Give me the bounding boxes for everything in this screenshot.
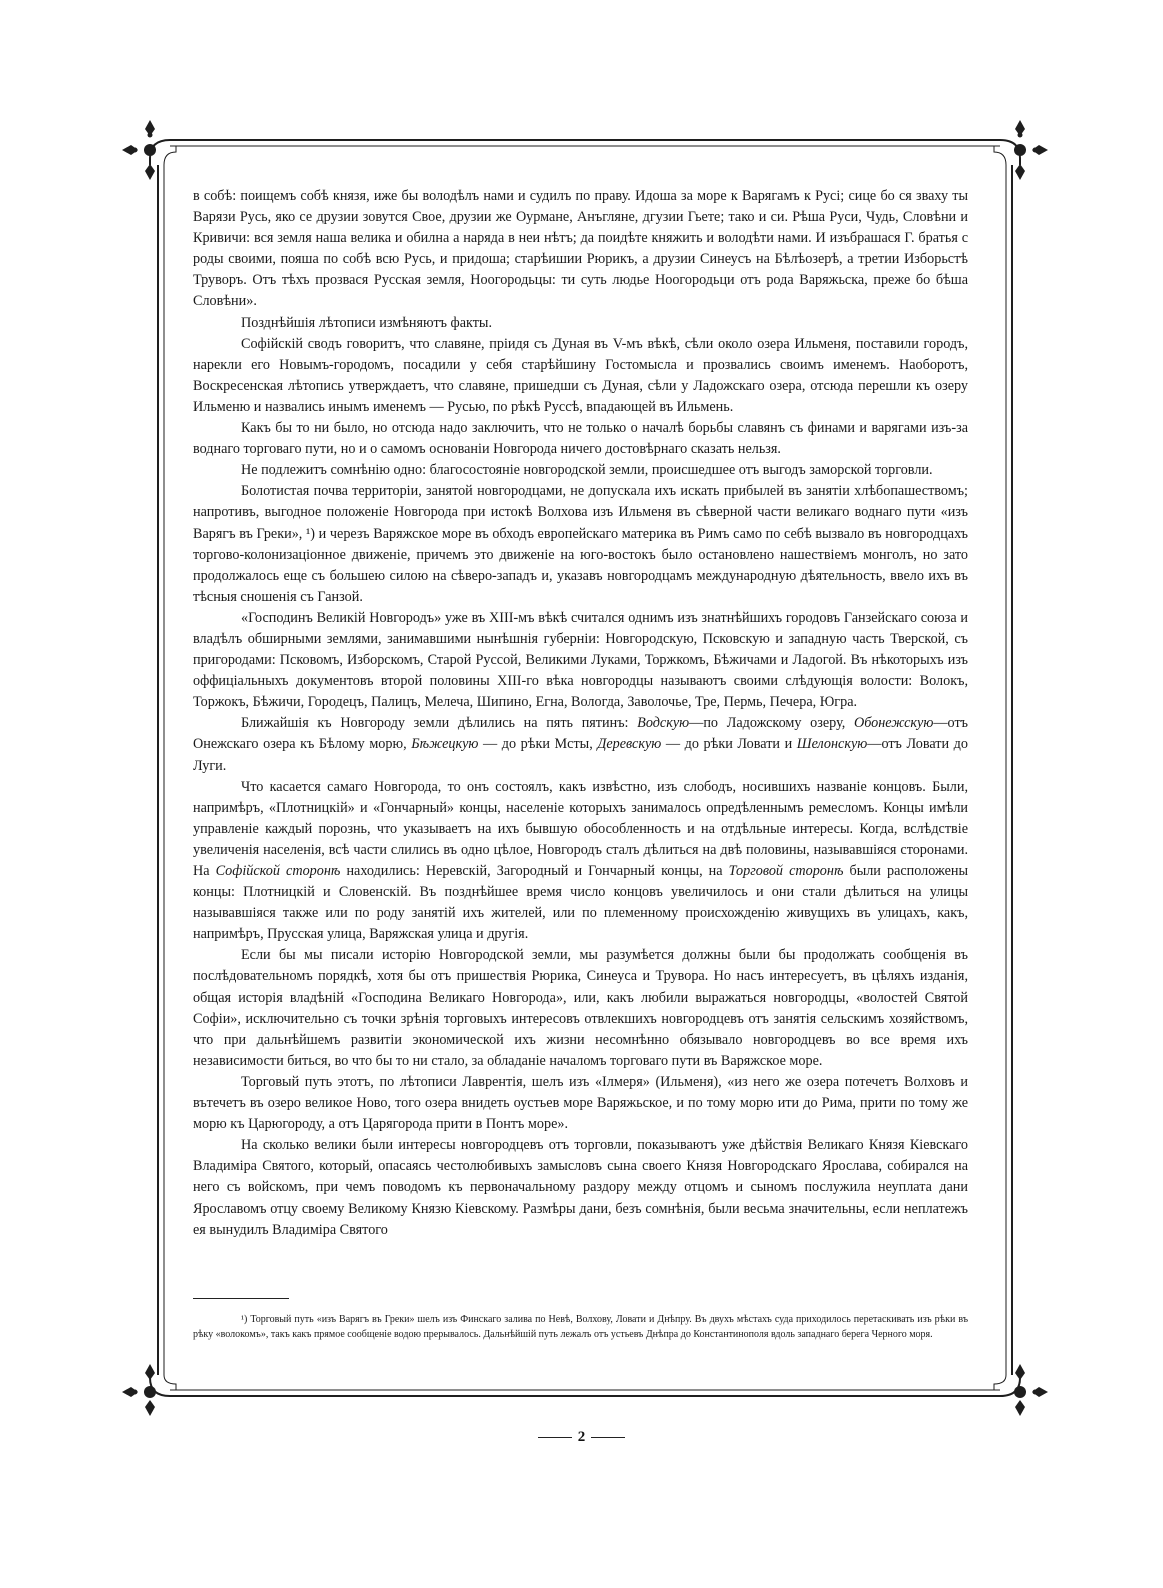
text-run: Что касается самаго Новгорода, то онъ состоялъ, какъ извѣстно, изъ слободъ, носившихъ названіе концовъ. Были, напримѣръ, «Плотницкій» и «Гончарный» концы, населеніе которыхъ занималось опредѣленнымъ ремесломъ. Концы имѣли управленіе каждый порознь, что указываетъ на ихъ бывшую обособленность и на отдѣльные интересы. Когда, вслѣдствіе увеличенія населенія, всѣ части слились въ одно цѣлое, Новгородъ сталъ дѣлиться на двѣ половины, называвшіяся сторонами. На [193,778,968,879]
footnote [193,1312,968,1342]
paragraph [193,418,968,460]
footnote-text: ¹) Торговый путь «изъ Варягъ въ Греки» шелъ изъ Финскаго залива по Невѣ, Волхову, Ловати и Днѣпру. Въ двухъ мѣстахъ суда приходилось перетаскивать изъ рѣки въ рѣку «волокомъ», такъ какъ прямое сообщеніе водою прерывалось. Дальнѣйшій путь лежалъ отъ устьевъ Днѣпра до Константинополя вдоль западнаго берега Черного моря. [193,1314,968,1340]
paragraph [193,460,968,481]
text-run: Позднѣйшія лѣтописи измѣняютъ факты. [241,314,493,331]
text-run: На сколько велики были интересы новгородцевъ отъ торговли, показываютъ уже дѣйствія Великаго Князя Кіевскаго Владиміра Святого, который, опасаясь честолюбивыхъ замысловъ сына своего Князя Новгородскаго Ярослава, собирался на него съ войскомъ, при чемъ поводомъ къ первоначальному раздору между отцомъ и сыномъ послужила неуплата дани Ярославомъ отцу своему Великому Князю Кіевскому. Размѣры дани, безъ сомнѣнія, были весьма значительны, если неплатежъ ея вынудилъ Владиміра Святого [193,1137,968,1238]
text-run: Софійскій сводъ говоритъ, что славяне, пріидя съ Дуная въ V-мъ вѣкѣ, сѣли около озера Ильменя, поставили городъ, нарекли его Новымъ-городомъ, посадили у себя старѣйшину Гостомысла и прозвались своимъ именемъ. Наоборотъ, Воскресенская лѣтопись утверждаетъ, что славяне, пришедши съ Дуная, сѣли у Ладожскаго озера, отсюда перешли къ озеру Ильменю и назвались инымъ именемъ — Русью, по рѣкѣ Руссѣ, впадающей въ Ильмень. [193,335,968,415]
paragraph [193,608,968,713]
paragraph [193,1135,968,1240]
text-run: — до рѣки Мсты, [478,736,598,753]
italic-term: Деревскую [597,736,662,753]
text-run: Болотистая почва территоріи, занятой новгородцами, не допускала ихъ искать прибылей въ занятіи хлѣбопашествомъ; напротивъ, выгодное положеніе Новгорода при истокѣ Волхова изъ Ильменя въ сѣверной части великаго воднаго пути «изъ Варягъ въ Греки», ¹) и черезъ Варяжское море въ обходъ европейскаго материка въ Римъ само по себѣ вызвало въ новгородцахъ торгово-колонизаціонное движеніе, причемъ это движеніе на юго-востокъ было остановлено нашествіемъ монголъ, но зато продолжалось еще съ большею силою на сѣверо-западъ и, указавъ новгородцамъ международную дѣятельность, ввело ихъ въ тѣсныя сношенія съ Ганзой. [193,483,968,605]
corner-ornament-top-left [122,120,156,180]
paragraph [193,186,968,313]
paragraph [193,334,968,418]
text-run: Торговый путь этотъ, по лѣтописи Лаврентія, шелъ изъ «Ілмеря» (Ильменя), «из него же озера потечетъ Волховъ и вътечетъ въ озеро великое Ново, того озера внидеть оустьев море Варяжьское, и по тому морю ити до Рима, прити по тому же морю къ Царюгороду, а отъ Царягорода прити в Понтъ море». [193,1073,968,1133]
italic-term: Обонежскую [853,715,934,732]
corner-ornament-bottom-left [122,1364,156,1416]
text-run: находились: Неревскій, Загородный и Гончарный концы, на [340,863,729,879]
text-run: — до рѣки Ловати и [661,736,797,753]
corner-ornament-top-right [1014,120,1048,180]
text-run: были расположены концы: Плотницкій и Словенскій. Въ позднѣйшее время число концовъ увеличилось и они стали дѣлиться на улицы называвшіяся также или по роду занятій ихъ жителей, или по племенному происхожденію живущихъ въ улицахъ, какъ, напримѣръ, Прусская улица, Варяжская улица и другія. [193,863,969,943]
page-number [0,1429,1163,1446]
text-run: —по Ладожскому озеру, [689,715,854,732]
text-run: —отъ Онежскаго озера къ Бѣлому морю, [193,715,968,753]
page-number-dash-left [538,1437,572,1438]
italic-term: Водскую [637,715,690,732]
page-number-dash-right [591,1437,625,1438]
text-run: в собѣ: поищемъ собѣ князя, иже бы володѣлъ нами и судилъ по праву. Идоша за море к Варягамъ к Русі; сице бо ся зваху ты Варязи Русь, яко се друзии зовутся Свое, друзии же Оурмане, Анъгляне, дгузии Гьете; тако и си. Рѣша Руси, Чудь, Словѣни и Кривичи: вся земля наша велика и обилна а наряда в неи нѣтъ; да поидѣте княжить и володѣти нами. И изъбрашася Г. братья с роды своими, пояша по собѣ всю Русь, и придоша; старѣишии Рюрикъ, а друзии Синеусъ на Бѣлѣозерѣ, а третии Изборьстѣ Труворъ. Отъ тѣхъ прозвася Русская земля, Ноогородьцы: ти суть людье Ноогородьци отъ рода Варяжьска, преже бо бѣша Словѣни». [193,188,968,310]
italic-term: Торговой сторонѣ [728,863,844,879]
text-run: Ближайшія къ Новгороду земли дѣлились на пять пятинъ: [241,715,638,732]
italic-term: Шелонскую [796,736,868,753]
paragraph [193,945,968,1072]
paragraph [193,1072,968,1135]
text-run: Если бы мы писали исторію Новгородской земли, мы разумѣется должны были бы продолжать сообщенія въ послѣдовательномъ порядкѣ, хотя бы отъ пришествія Рюрика, Синеуса и Трувора. Но насъ интересуетъ, въ цѣляхъ изданія, общая исторія владѣній «Господина Великаго Новгорода», или, какъ любили выражаться новгородцы, «волостей Святой Софіи», исключительно съ точки зрѣнія торговыхъ интересовъ отвлекшихъ новгородцевъ отъ занятія сельскимъ хозяйствомъ, что при дальнѣйшемъ развитіи экономической ихъ жизни несомнѣнно обязывало новгородцевъ во все время ихъ независимости биться, во что бы то ни стало, за обладаніе началомъ торговаго пути въ Варяжское море. [193,947,968,1069]
text-run: «Господинъ Великій Новгородъ» уже въ XIII-мъ вѣкѣ считался однимъ изъ знатнѣйшихъ городовъ Ганзейскаго союза и владѣлъ обширными землями, занимавшими нынѣшнія губерніи: Новгородскую, Псковскую и западную часть Тверской, съ пригородами: Псковомъ, Изборскомъ, Старой Руссой, Великими Луками, Торжкомъ, Бѣжичами и Ладогой. Въ нѣкоторыхъ изъ оффиціальныхъ документовъ второй половины XIII-го вѣка новгородцы называютъ своими слѣдующія волости: Волокъ, Торжокъ, Бѣжичи, Городецъ, Палицъ, Мелеча, Шипино, Егна, Вологда, Заволочье, Тре, Пермь, Печера, Югра. [193,609,968,711]
italic-term: Софійской сторонѣ [215,863,341,879]
paragraph [193,777,968,946]
text-run: —отъ Ловати до Луги. [193,736,968,774]
corner-ornament-bottom-right [1014,1364,1048,1416]
text-run: Не подлежитъ сомнѣнію одно: благосостояніе новгородской земли, происшедшее отъ выгодъ заморской торговли. [241,462,933,479]
text-run: Какъ бы то ни было, но отсюда надо заключить, что не только о началѣ борьбы славянъ съ финами и варягами изъ-за воднаго торговаго пути, но и о самомъ основаніи Новгорода ничего достовѣрнаго сказать нельзя. [193,420,968,458]
footnote-separator [193,1298,289,1299]
italic-term: Бѣжецкую [411,736,479,753]
main-text [193,186,968,1241]
page-number-value: 2 [577,1429,586,1445]
paragraph [193,313,968,334]
paragraph [193,481,968,608]
paragraph [193,713,968,776]
